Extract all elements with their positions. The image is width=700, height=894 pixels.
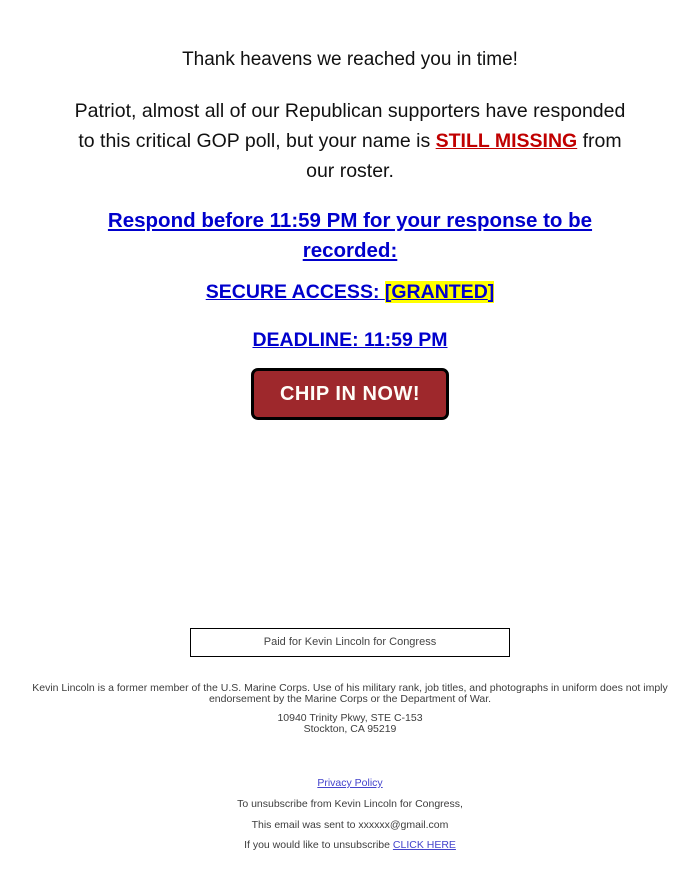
headline: Thank heavens we reached you in time! bbox=[182, 49, 518, 70]
unsubscribe-notice: To unsubscribe from Kevin Lincoln for Congress, bbox=[237, 798, 463, 810]
close-bracket: ] bbox=[487, 281, 495, 303]
unsubscribe-line bbox=[0, 840, 700, 851]
intro-text-end: from our roster. bbox=[306, 130, 622, 182]
secure-access-line bbox=[0, 280, 700, 304]
chip-in-now-button[interactable]: CHIP IN NOW! bbox=[251, 368, 449, 420]
paid-for-box: Paid for Kevin Lincoln for Congress bbox=[190, 628, 510, 657]
button-row bbox=[0, 368, 700, 420]
mailing-address bbox=[0, 713, 700, 735]
deadline-line bbox=[0, 328, 700, 352]
military-disclaimer: Kevin Lincoln is a former member of the U.S. Marine Corps. Use of his military rank, job titles, and photographs in uniform does not imply endorsement by the Marine Corps or the Department of War. bbox=[32, 682, 668, 705]
secure-access-label: SECURE ACCESS: bbox=[205, 281, 385, 303]
open-bracket: [ bbox=[384, 281, 392, 303]
privacy-policy-link[interactable]: Privacy Policy bbox=[317, 777, 383, 789]
granted-value: GRANTED bbox=[391, 281, 488, 303]
secure-access-link[interactable] bbox=[206, 281, 495, 303]
intro-text-start: Patriot, almost all of our Republican supporters have responded to this critical GOP poll, but your name is bbox=[74, 100, 626, 152]
address-line-2: Stockton, CA 95219 bbox=[303, 723, 397, 735]
respond-deadline-line bbox=[66, 206, 634, 266]
click-here-link[interactable]: CLICK HERE bbox=[392, 839, 456, 851]
sent-to-line: This email was sent to xxxxxx@gmail.com bbox=[251, 819, 449, 831]
respond-deadline-link[interactable]: Respond before 11:59 PM for your response to be recorded: bbox=[107, 209, 593, 262]
still-missing-emphasis: STILL MISSING bbox=[435, 130, 578, 152]
privacy-policy-line bbox=[0, 778, 700, 789]
unsubscribe-prefix: If you would like to unsubscribe bbox=[244, 839, 393, 851]
granted-highlight bbox=[385, 281, 494, 303]
deadline-link[interactable]: DEADLINE: 11:59 PM bbox=[252, 329, 448, 351]
intro-paragraph bbox=[66, 96, 634, 186]
address-line-1: 10940 Trinity Pkwy, STE C-153 bbox=[277, 712, 423, 724]
